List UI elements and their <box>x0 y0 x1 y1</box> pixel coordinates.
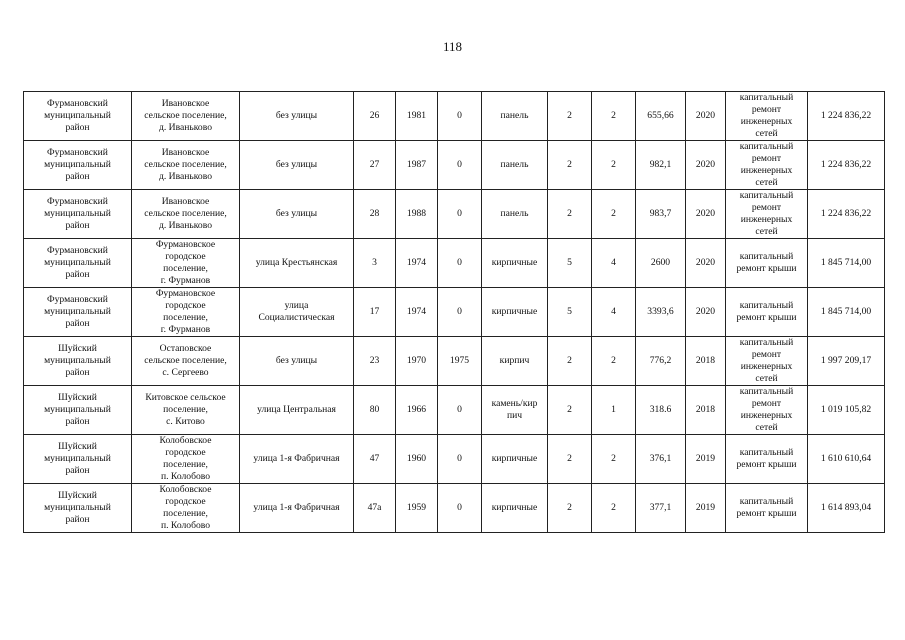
cost-cell: 1 845 714,00 <box>808 288 885 337</box>
cost-cell: 1 997 209,17 <box>808 337 885 386</box>
cost-cell: 1 224 836,22 <box>808 190 885 239</box>
table-row <box>24 141 885 190</box>
wall-material-cell: кирпичные <box>482 484 548 533</box>
street-cell: улица 1-я Фабричная <box>240 435 354 484</box>
year-reconstructed-cell: 0 <box>438 239 482 288</box>
district-cell: Фурмановский муниципальный район <box>24 239 132 288</box>
plan-year-cell: 2019 <box>686 484 726 533</box>
year-reconstructed-cell: 0 <box>438 190 482 239</box>
floors-cell: 2 <box>548 141 592 190</box>
settlement-cell: Фурмановское городское поселение, г. Фурманов <box>132 239 240 288</box>
plan-year-cell: 2018 <box>686 386 726 435</box>
house-number-cell: 17 <box>354 288 396 337</box>
district-cell: Фурмановский муниципальный район <box>24 92 132 141</box>
work-type-cell: капитальный ремонт инженерных сетей <box>726 190 808 239</box>
area-cell: 983,7 <box>636 190 686 239</box>
work-type-cell: капитальный ремонт инженерных сетей <box>726 92 808 141</box>
wall-material-cell: кирпичные <box>482 288 548 337</box>
entrances-cell: 4 <box>592 288 636 337</box>
entrances-cell: 4 <box>592 239 636 288</box>
settlement-cell: Ивановское сельское поселение, д. Иваньково <box>132 190 240 239</box>
settlement-cell: Китовское сельское поселение, с. Китово <box>132 386 240 435</box>
year-built-cell: 1974 <box>396 239 438 288</box>
table-row <box>24 386 885 435</box>
wall-material-cell: кирпичные <box>482 435 548 484</box>
plan-year-cell: 2020 <box>686 92 726 141</box>
work-type-cell: капитальный ремонт крыши <box>726 435 808 484</box>
wall-material-cell: камень/кир пич <box>482 386 548 435</box>
entrances-cell: 2 <box>592 92 636 141</box>
house-number-cell: 3 <box>354 239 396 288</box>
district-cell: Фурмановский муниципальный район <box>24 141 132 190</box>
district-cell: Фурмановский муниципальный район <box>24 190 132 239</box>
plan-year-cell: 2020 <box>686 190 726 239</box>
entrances-cell: 2 <box>592 435 636 484</box>
work-type-cell: капитальный ремонт крыши <box>726 288 808 337</box>
area-cell: 318.6 <box>636 386 686 435</box>
year-built-cell: 1959 <box>396 484 438 533</box>
floors-cell: 2 <box>548 435 592 484</box>
table-row <box>24 190 885 239</box>
work-type-cell: капитальный ремонт инженерных сетей <box>726 141 808 190</box>
work-type-cell: капитальный ремонт инженерных сетей <box>726 337 808 386</box>
plan-year-cell: 2018 <box>686 337 726 386</box>
table-row <box>24 288 885 337</box>
cost-cell: 1 845 714,00 <box>808 239 885 288</box>
floors-cell: 5 <box>548 288 592 337</box>
house-number-cell: 28 <box>354 190 396 239</box>
area-cell: 377,1 <box>636 484 686 533</box>
street-cell: улица Социалистическая <box>240 288 354 337</box>
area-cell: 376,1 <box>636 435 686 484</box>
area-cell: 776,2 <box>636 337 686 386</box>
wall-material-cell: панель <box>482 141 548 190</box>
area-cell: 2600 <box>636 239 686 288</box>
street-cell: улица 1-я Фабричная <box>240 484 354 533</box>
year-reconstructed-cell: 0 <box>438 141 482 190</box>
plan-year-cell: 2019 <box>686 435 726 484</box>
housing-repair-table <box>23 91 885 533</box>
year-built-cell: 1966 <box>396 386 438 435</box>
year-built-cell: 1981 <box>396 92 438 141</box>
district-cell: Шуйский муниципальный район <box>24 386 132 435</box>
settlement-cell: Колобовское городское поселение, п. Колобово <box>132 435 240 484</box>
street-cell: улица Крестьянская <box>240 239 354 288</box>
plan-year-cell: 2020 <box>686 141 726 190</box>
year-reconstructed-cell: 1975 <box>438 337 482 386</box>
table-row <box>24 484 885 533</box>
floors-cell: 2 <box>548 386 592 435</box>
street-cell: без улицы <box>240 337 354 386</box>
year-built-cell: 1988 <box>396 190 438 239</box>
street-cell: без улицы <box>240 92 354 141</box>
house-number-cell: 23 <box>354 337 396 386</box>
wall-material-cell: кирпич <box>482 337 548 386</box>
entrances-cell: 2 <box>592 141 636 190</box>
district-cell: Шуйский муниципальный район <box>24 337 132 386</box>
house-number-cell: 47а <box>354 484 396 533</box>
year-built-cell: 1960 <box>396 435 438 484</box>
area-cell: 3393,6 <box>636 288 686 337</box>
house-number-cell: 27 <box>354 141 396 190</box>
table-body <box>24 92 885 533</box>
area-cell: 982,1 <box>636 141 686 190</box>
house-number-cell: 47 <box>354 435 396 484</box>
work-type-cell: капитальный ремонт крыши <box>726 484 808 533</box>
year-built-cell: 1987 <box>396 141 438 190</box>
table-row <box>24 92 885 141</box>
entrances-cell: 2 <box>592 190 636 239</box>
year-reconstructed-cell: 0 <box>438 386 482 435</box>
cost-cell: 1 019 105,82 <box>808 386 885 435</box>
district-cell: Фурмановский муниципальный район <box>24 288 132 337</box>
settlement-cell: Колобовское городское поселение, п. Колобово <box>132 484 240 533</box>
floors-cell: 2 <box>548 337 592 386</box>
cost-cell: 1 224 836,22 <box>808 141 885 190</box>
floors-cell: 2 <box>548 92 592 141</box>
plan-year-cell: 2020 <box>686 288 726 337</box>
entrances-cell: 2 <box>592 337 636 386</box>
settlement-cell: Фурмановское городское поселение, г. Фурманов <box>132 288 240 337</box>
year-reconstructed-cell: 0 <box>438 288 482 337</box>
table-row <box>24 435 885 484</box>
year-built-cell: 1970 <box>396 337 438 386</box>
wall-material-cell: кирпичные <box>482 239 548 288</box>
settlement-cell: Остаповское сельское поселение, с. Сергеево <box>132 337 240 386</box>
floors-cell: 2 <box>548 484 592 533</box>
street-cell: без улицы <box>240 190 354 239</box>
cost-cell: 1 610 610,64 <box>808 435 885 484</box>
area-cell: 655,66 <box>636 92 686 141</box>
work-type-cell: капитальный ремонт инженерных сетей <box>726 386 808 435</box>
year-reconstructed-cell: 0 <box>438 92 482 141</box>
settlement-cell: Ивановское сельское поселение, д. Иваньково <box>132 141 240 190</box>
table-row <box>24 337 885 386</box>
page-number: 118 <box>442 39 463 54</box>
street-cell: улица Центральная <box>240 386 354 435</box>
year-reconstructed-cell: 0 <box>438 435 482 484</box>
entrances-cell: 1 <box>592 386 636 435</box>
plan-year-cell: 2020 <box>686 239 726 288</box>
cost-cell: 1 224 836,22 <box>808 92 885 141</box>
house-number-cell: 80 <box>354 386 396 435</box>
house-number-cell: 26 <box>354 92 396 141</box>
district-cell: Шуйский муниципальный район <box>24 435 132 484</box>
year-reconstructed-cell: 0 <box>438 484 482 533</box>
wall-material-cell: панель <box>482 190 548 239</box>
floors-cell: 2 <box>548 190 592 239</box>
year-built-cell: 1974 <box>396 288 438 337</box>
wall-material-cell: панель <box>482 92 548 141</box>
floors-cell: 5 <box>548 239 592 288</box>
table-row <box>24 239 885 288</box>
entrances-cell: 2 <box>592 484 636 533</box>
settlement-cell: Ивановское сельское поселение, д. Иваньково <box>132 92 240 141</box>
district-cell: Шуйский муниципальный район <box>24 484 132 533</box>
work-type-cell: капитальный ремонт крыши <box>726 239 808 288</box>
street-cell: без улицы <box>240 141 354 190</box>
cost-cell: 1 614 893,04 <box>808 484 885 533</box>
